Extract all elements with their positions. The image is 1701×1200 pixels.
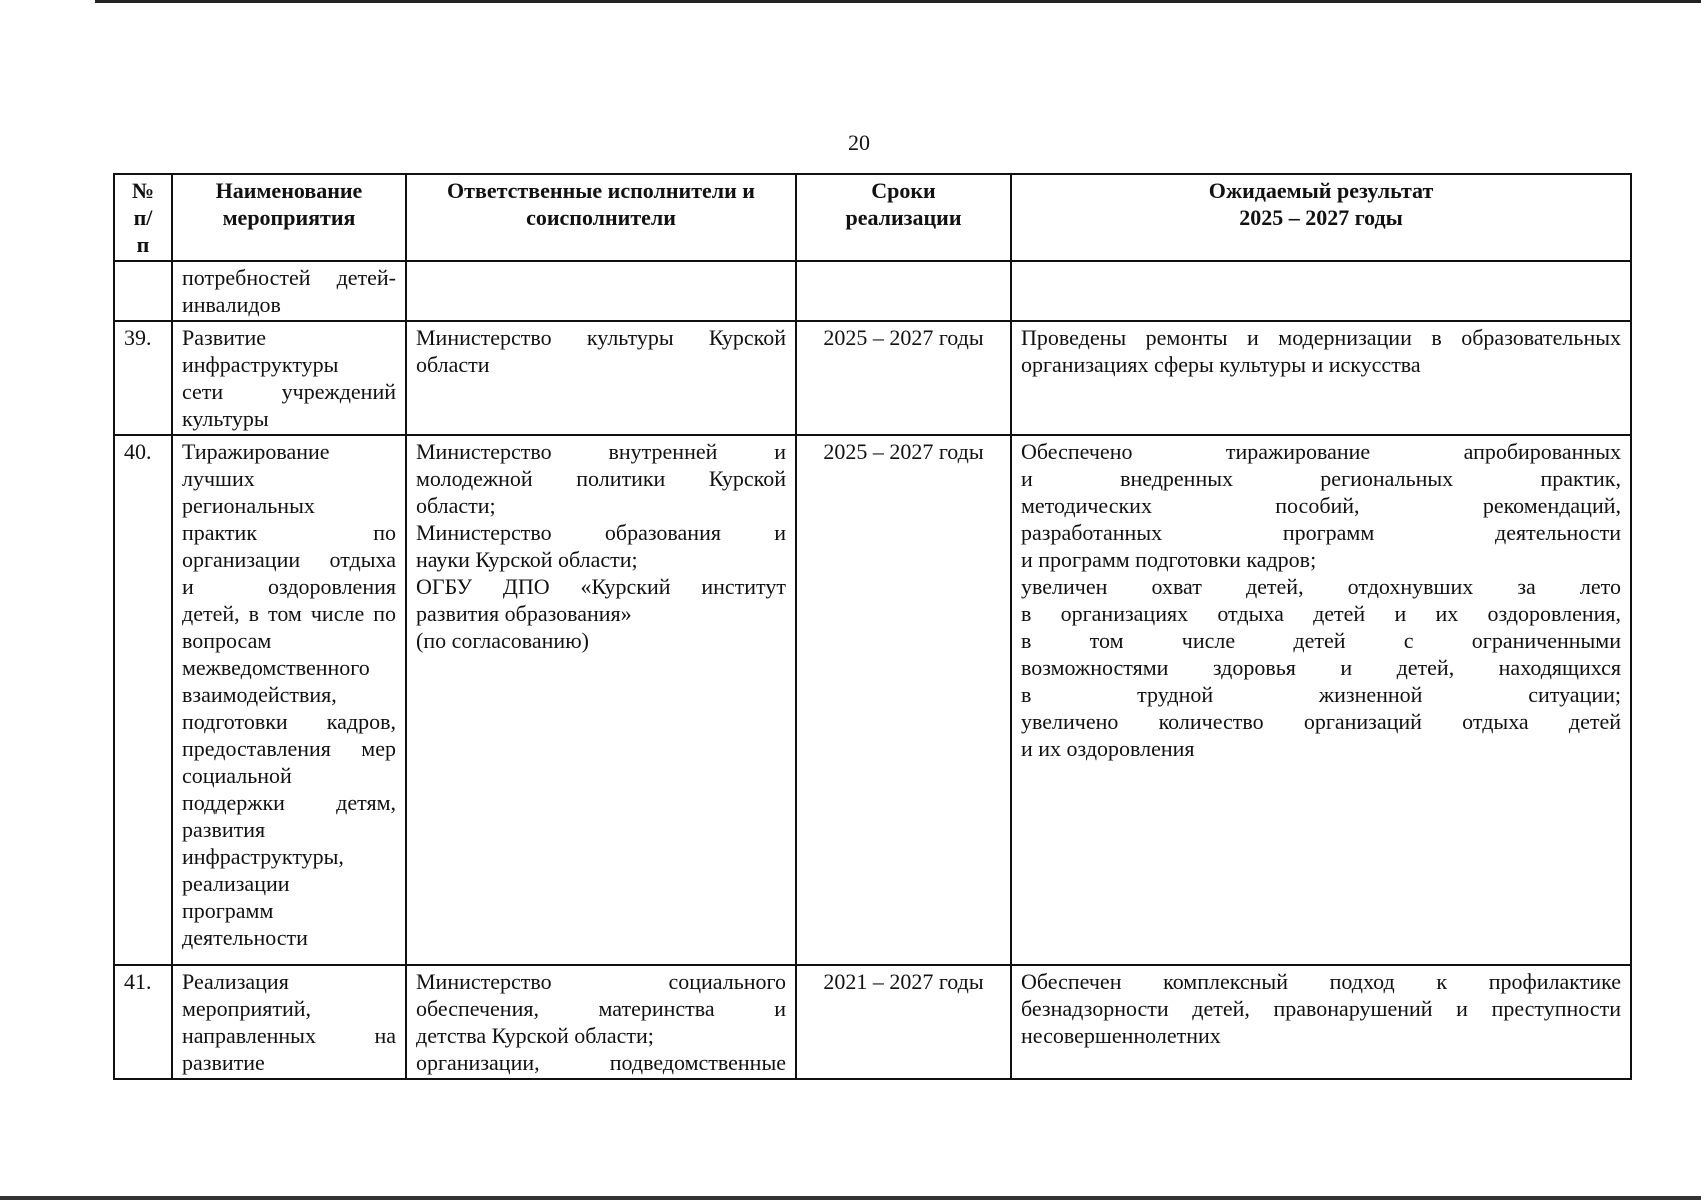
- row-result: [1011, 261, 1631, 321]
- header-executors: [406, 174, 796, 261]
- header-result-line: Ожидаемый результат: [1208, 178, 1434, 203]
- header-name: [172, 174, 406, 261]
- row-num: 39.: [114, 321, 172, 435]
- text-line: сети учреждений: [182, 379, 396, 404]
- scan-edge-top: [95, 0, 1701, 3]
- measures-table: [113, 173, 1632, 1080]
- text-line: и оздоровления: [182, 574, 396, 599]
- row-name: [172, 261, 406, 321]
- row-num: [114, 261, 172, 321]
- header-num-line: п/: [133, 205, 153, 230]
- text-line: деятельности: [182, 925, 308, 950]
- row-num: 41.: [114, 965, 172, 1079]
- text-line: Министерство социального: [416, 969, 786, 994]
- text-line: Обеспечено тиражирование апробированных: [1021, 439, 1621, 464]
- text-line: увеличено количество организаций отдыха детей: [1021, 709, 1621, 734]
- text-line: Министерство образования и: [416, 520, 786, 545]
- table-header-row: [114, 174, 1631, 261]
- text-line: поддержки детям,: [182, 790, 396, 815]
- header-executors-line: Ответственные исполнители и: [447, 178, 755, 203]
- text-line: реализации: [182, 871, 290, 896]
- header-terms-line: реализации: [845, 205, 962, 230]
- row-executors: [406, 261, 796, 321]
- text-line: детей, в том числе по: [182, 601, 396, 626]
- text-line: области;: [416, 493, 496, 518]
- text-line: в трудной жизненной ситуации;: [1021, 682, 1621, 707]
- header-num-line: №: [131, 178, 155, 203]
- text-line: ОГБУ ДПО «Курский институт: [416, 574, 786, 599]
- text-line: увеличен охват детей, отдохнувших за лето: [1021, 574, 1621, 599]
- table-row: [114, 965, 1631, 1079]
- text-line: инвалидов: [182, 292, 281, 317]
- text-line: региональных: [182, 493, 315, 518]
- row-terms: [796, 261, 1011, 321]
- text-line: Проведены ремонты и модернизации в образовательных: [1021, 325, 1621, 350]
- text-line: в том числе детей с ограниченными: [1021, 628, 1621, 653]
- text-line: инфраструктуры: [182, 352, 339, 377]
- row-result: [1011, 321, 1631, 435]
- header-num-line: п: [136, 232, 150, 257]
- text-line: программ: [182, 898, 274, 923]
- row-executors: [406, 321, 796, 435]
- text-line: организации отдыха: [182, 547, 396, 572]
- text-line: инфраструктуры,: [182, 844, 344, 869]
- row-result: [1011, 435, 1631, 965]
- text-line: социальной: [182, 763, 292, 788]
- text-line: и их оздоровления: [1021, 736, 1195, 761]
- row-terms: 2021 – 2027 годы: [796, 965, 1011, 1079]
- text-line: молодежной политики Курской: [416, 466, 786, 491]
- text-line: Тиражирование: [182, 439, 330, 464]
- text-line: культуры: [182, 406, 269, 431]
- text-line: обеспечения, материнства и: [416, 996, 786, 1021]
- text-line: и программ подготовки кадров;: [1021, 547, 1317, 572]
- header-num: [114, 174, 172, 261]
- text-line: лучших: [182, 466, 255, 491]
- text-line: разработанных программ деятельности: [1021, 520, 1621, 545]
- text-line: Министерство культуры Курской: [416, 325, 786, 350]
- text-line: организации, подведомственные: [416, 1050, 786, 1075]
- text-line: вопросам: [182, 628, 272, 653]
- row-name: [172, 321, 406, 435]
- header-executors-line: соисполнители: [526, 205, 676, 230]
- row-name: [172, 965, 406, 1079]
- text-line: Реализация: [182, 969, 289, 994]
- text-line: области: [416, 352, 490, 377]
- header-result: [1011, 174, 1631, 261]
- text-line: Министерство внутренней и: [416, 439, 786, 464]
- text-line: безнадзорности детей, правонарушений и преступности: [1021, 996, 1621, 1021]
- text-line: Обеспечен комплексный подход к профилактике: [1021, 969, 1621, 994]
- text-line: и внедренных региональных практик,: [1021, 466, 1621, 491]
- text-line: развития образования»: [416, 601, 632, 626]
- row-terms: 2025 – 2027 годы: [796, 435, 1011, 965]
- row-num: 40.: [114, 435, 172, 965]
- table-row: [114, 321, 1631, 435]
- header-name-line: мероприятия: [222, 205, 356, 230]
- table-row: [114, 261, 1631, 321]
- text-line: (по согласованию): [416, 628, 589, 653]
- text-line: развитие: [182, 1050, 265, 1075]
- row-terms: 2025 – 2027 годы: [796, 321, 1011, 435]
- text-line: Развитие: [182, 325, 267, 350]
- row-executors: [406, 965, 796, 1079]
- header-terms: [796, 174, 1011, 261]
- scan-edge-bottom: [0, 1196, 1701, 1200]
- header-terms-line: Сроки: [871, 178, 936, 203]
- text-line: детства Курской области;: [416, 1023, 654, 1048]
- text-line: организациях сферы культуры и искусства: [1021, 352, 1421, 377]
- text-line: практик по: [182, 520, 396, 545]
- text-line: подготовки кадров,: [182, 709, 396, 734]
- text-line: потребностей детей-: [182, 265, 396, 290]
- text-line: методических пособий, рекомендаций,: [1021, 493, 1621, 518]
- header-result-line: 2025 – 2027 годы: [1239, 205, 1403, 230]
- table-row: [114, 435, 1631, 965]
- page-number: 20: [848, 130, 870, 155]
- text-line: возможностями здоровья и детей, находящихся: [1021, 655, 1621, 680]
- text-line: развития: [182, 817, 266, 842]
- text-line: межведомственного: [182, 655, 370, 680]
- text-line: несовершеннолетних: [1021, 1023, 1221, 1048]
- row-result: [1011, 965, 1631, 1079]
- text-line: направленных на: [182, 1023, 396, 1048]
- text-line: мероприятий,: [182, 996, 312, 1021]
- header-name-line: Наименование: [215, 178, 363, 203]
- text-line: взаимодействия,: [182, 682, 337, 707]
- text-line: в организациях отдыха детей и их оздоровления,: [1021, 601, 1621, 626]
- row-name: [172, 435, 406, 965]
- row-executors: [406, 435, 796, 965]
- text-line: предоставления мер: [182, 736, 396, 761]
- text-line: науки Курской области;: [416, 547, 638, 572]
